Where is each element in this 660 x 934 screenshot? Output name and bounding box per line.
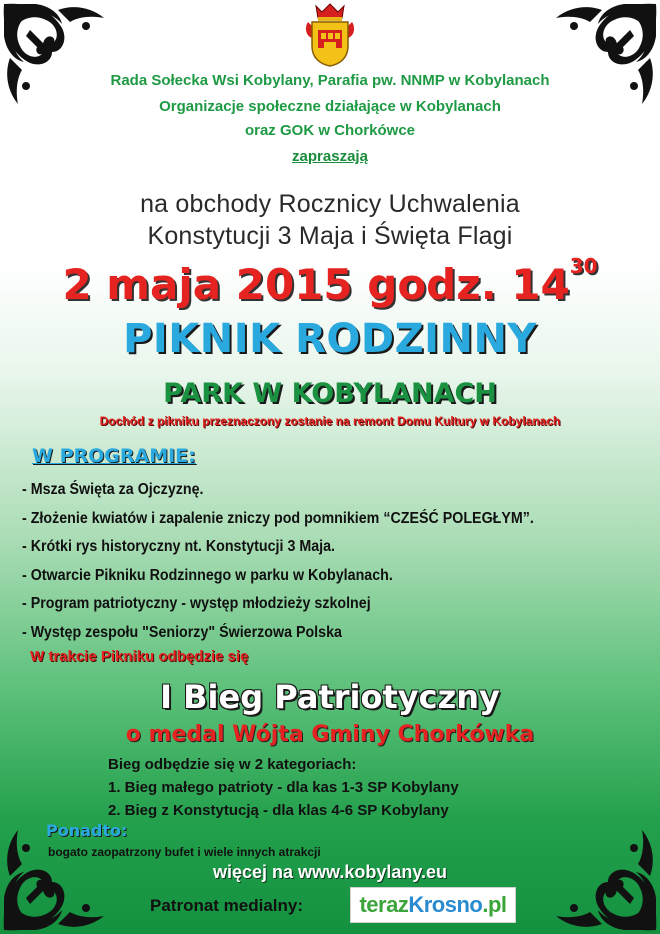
program-item: - Msza Święta za Ojczyznę. <box>22 481 204 498</box>
program-list <box>22 476 578 648</box>
logo-part: teraz <box>359 892 409 917</box>
extra-heading: Ponadto: <box>46 821 128 840</box>
event-date-text: 2 maja 2015 godz. 14 <box>62 260 570 309</box>
media-patron-logo[interactable] <box>350 887 516 923</box>
extra-text: bogato zaopatrzony bufet i wiele innych atrakcji <box>48 845 321 859</box>
organizer-line: Rada Sołecka Wsi Kobylany, Parafia pw. NNMP w Kobylanach <box>110 72 550 89</box>
program-item: - Otwarcie Pikniku Rodzinnego w parku w Kobylanach. <box>22 566 393 584</box>
event-date-minutes: 30 <box>569 254 598 278</box>
event-line: na obchody Rocznicy Uchwalenia <box>140 190 520 218</box>
logo-part: Krosno <box>408 892 483 917</box>
program-item: - Krótki rys historyczny nt. Konstytucji 3 Maja. <box>22 538 336 556</box>
run-category: 1. Bieg małego patrioty - dla kas 1-3 SP Kobylany <box>108 779 459 796</box>
run-title: I Bieg Patriotyczny <box>160 678 500 716</box>
run-categories-intro: Bieg odbędzie się w 2 kategoriach: <box>108 756 357 773</box>
organizer-line: oraz GOK w Chorkówce <box>244 122 416 139</box>
run-medal: o medal Wójta Gminy Chorkówka <box>125 722 535 747</box>
event-place: PARK W KOBYLANACH <box>163 378 497 409</box>
run-category: 2. Bieg z Konstytucją - dla klas 4-6 SP Kobylany <box>108 802 449 819</box>
run-intro: W trakcie Pikniku odbędzie się <box>30 648 249 665</box>
event-title: PIKNIK RODZINNY <box>123 316 537 362</box>
organizer-line: Organizacje społeczne działające w Kobylanach <box>159 98 501 115</box>
program-item: - Występ zespołu "Seniorzy" Świerzowa Polska <box>22 623 342 641</box>
program-heading: W PROGRAMIE: <box>32 445 196 467</box>
program-item: - Złożenie kwiatów i zapalenie zniczy pod pomnikiem “CZEŚĆ POLEGŁYM”. <box>22 509 534 527</box>
program-item: - Program patriotyczny - występ młodzieży szkolnej <box>22 595 371 613</box>
event-date <box>0 254 660 309</box>
invite-word: zapraszają <box>292 148 368 165</box>
patronage-label: Patronat medialny: <box>150 896 304 915</box>
logo-part: .pl <box>482 892 507 917</box>
income-note: Dochód z pikniku przeznaczony zostanie na remont Domu Kultury w Kobylanach <box>99 414 561 428</box>
event-line: Konstytucji 3 Maja i Święta Flagi <box>147 222 513 250</box>
coat-of-arms-icon <box>302 2 358 68</box>
more-info-link[interactable]: więcej na www.kobylany.eu <box>212 862 448 882</box>
